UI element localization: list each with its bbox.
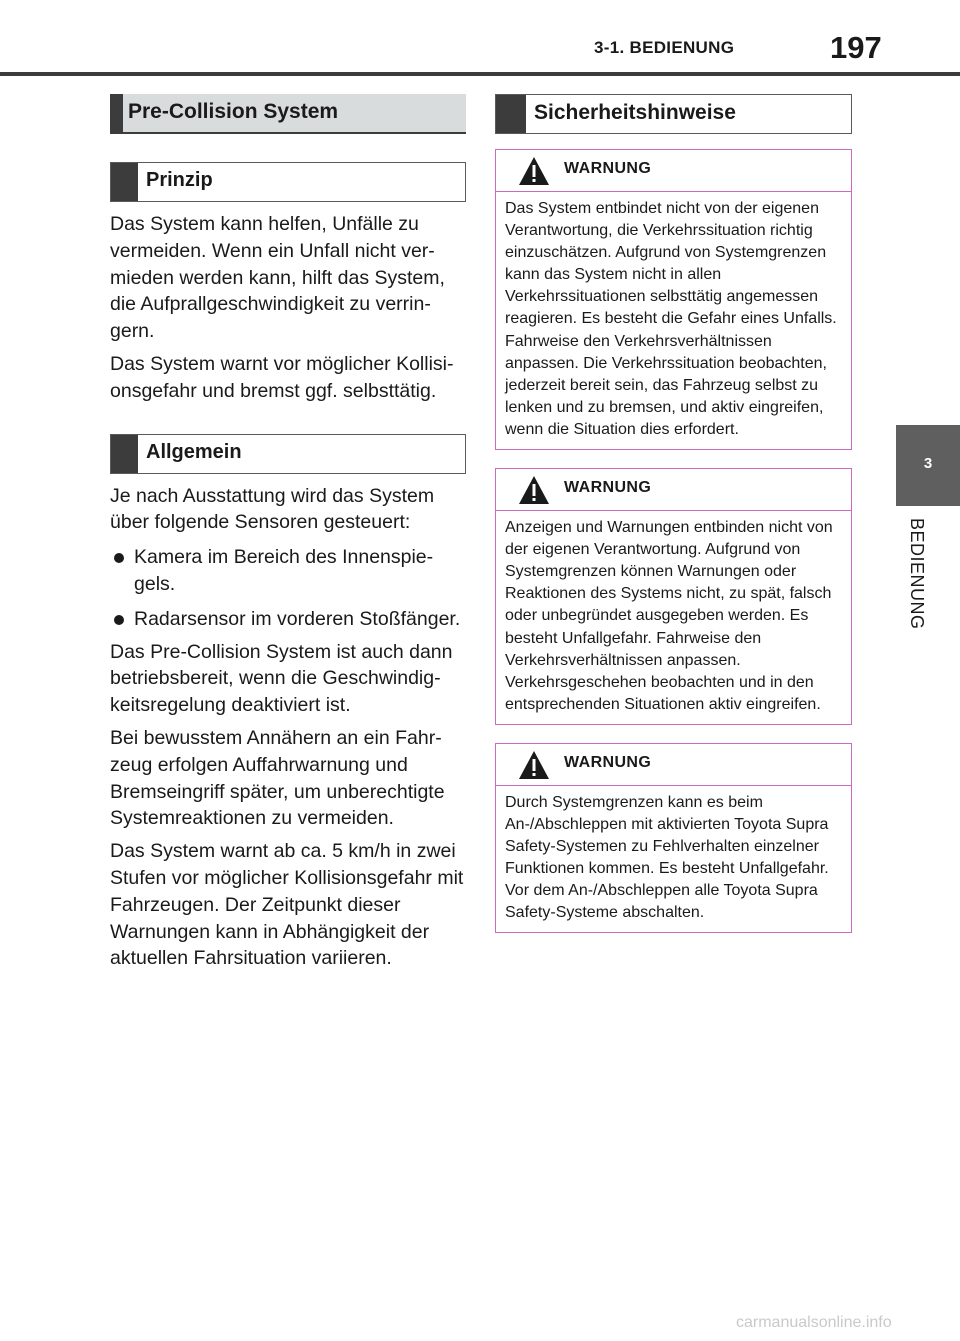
main-heading-text: Pre-Collision System bbox=[128, 100, 339, 123]
subheading-text: Prinzip bbox=[146, 169, 213, 191]
warning-text: Das System entbindet nicht von der eigenen Verantwortung, die Verkehrssituation richtig einzuschätzen. Aufgrund von Systemgrenzen kann das System nicht in allen Verkehrssituationen selbsttätig angemessen reagieren. Es besteht die Gefahr eines Unfalls. Fahrweise den Verkehrsverhältnissen anpassen. Die Verkehrssituation beobachten, jederzeit bereit sein, das Fahrzeug selbst zu lenken und zu bremsen, und aktiv eingreifen, wenn die Situation dies erfordert. bbox=[505, 200, 837, 438]
chapter-tab bbox=[896, 425, 960, 506]
paragraph: Das System warnt ab ca. 5 km/h in zwei Stufen vor möglicher Kollisionsgefahr mit Fahrzeugen. Der Zeitpunkt dieser Warnungen kann in Abhängigkeit der aktuellen Fahrsituation variieren. bbox=[110, 840, 464, 970]
warning-triangle-icon bbox=[518, 156, 550, 186]
list-item bbox=[110, 544, 466, 598]
warning-box bbox=[495, 149, 852, 450]
paragraph: Das System kann helfen, Unfälle zu vermeiden. Wenn ein Unfall nicht vermieden werden kann, hilft das System, die Aufprallgeschwindigkeit zu verringern. bbox=[110, 213, 445, 343]
list-item bbox=[110, 606, 466, 633]
warning-header bbox=[496, 150, 851, 192]
bullet-icon bbox=[114, 553, 124, 563]
paragraph: Bei bewusstem Annähern an ein Fahrzeug erfolgen Auffahrwarnung und Bremseingriff später, um unberechtigte Systemreaktionen zu vermeiden. bbox=[110, 726, 445, 830]
main-heading-pre-collision bbox=[110, 94, 466, 134]
main-heading-text: Sicherheitshinweise bbox=[534, 101, 736, 124]
warning-box bbox=[495, 468, 852, 725]
warning-triangle-icon bbox=[518, 750, 550, 780]
subheading-prinzip bbox=[110, 162, 466, 202]
list-item-text: Radarsensor im vorderen Stoßfänger. bbox=[134, 607, 461, 630]
paragraph: Je nach Ausstattung wird das System über folgende Sensoren gesteuert: bbox=[110, 484, 435, 534]
chapter-label-container bbox=[903, 518, 929, 630]
warning-text: Durch Systemgrenzen kann es beim An-/Abschleppen mit aktivierten Toyota Supra Safety-Systemen zu Fehlverhalten einzelner Funktionen kommen. Es besteht Unfallgefahr. Vor dem An-/Abschleppen alle Toyota Supra Safety-Systeme abschalten. bbox=[505, 793, 829, 922]
warning-header bbox=[496, 744, 851, 786]
warning-title: WARNUNG bbox=[564, 479, 652, 497]
warning-title: WARNUNG bbox=[564, 160, 652, 177]
chapter-label: BEDIENUNG bbox=[907, 518, 927, 630]
paragraph: Das System warnt vor möglicher Kollisionsgefahr und bremst ggf. selbsttätig. bbox=[110, 352, 454, 402]
warning-triangle-icon bbox=[518, 475, 550, 505]
subheading-allgemein bbox=[110, 434, 466, 474]
main-heading-sicherheitshinweise bbox=[495, 94, 852, 134]
left-column bbox=[110, 94, 466, 972]
chapter-number: 3 bbox=[923, 455, 933, 472]
warning-text: Anzeigen und Warnungen entbinden nicht von der eigenen Verantwortung. Aufgrund von Systemgrenzen können Warnungen oder Reaktionen des Systems nicht, zu spät, falsch oder unbegründet ausgegeben werden. Es besteht Unfallgefahr. Fahrweise den Verkehrsverhältnissen anpassen. Verkehrsgeschehen beobachten und in den entsprechenden Situationen aktiv eingreifen. bbox=[505, 519, 833, 713]
watermark: carmanualsonline.info bbox=[736, 1314, 892, 1331]
paragraph: Das Pre-Collision System ist auch dann betriebsbereit, wenn die Geschwindigkeitsregelung deaktiviert ist. bbox=[110, 640, 453, 717]
warning-title: WARNUNG bbox=[564, 753, 652, 771]
bullet-icon bbox=[114, 615, 124, 625]
page-number: 197 bbox=[830, 30, 882, 65]
warning-box bbox=[495, 743, 852, 934]
subheading-text: Allgemein bbox=[146, 440, 242, 463]
list-item-text: Kamera im Bereich des Innenspiegels. bbox=[134, 546, 434, 595]
right-column bbox=[495, 94, 852, 933]
warning-header bbox=[496, 469, 851, 511]
section-title: 3-1. BEDIENUNG bbox=[594, 38, 735, 57]
header-divider bbox=[0, 72, 960, 76]
